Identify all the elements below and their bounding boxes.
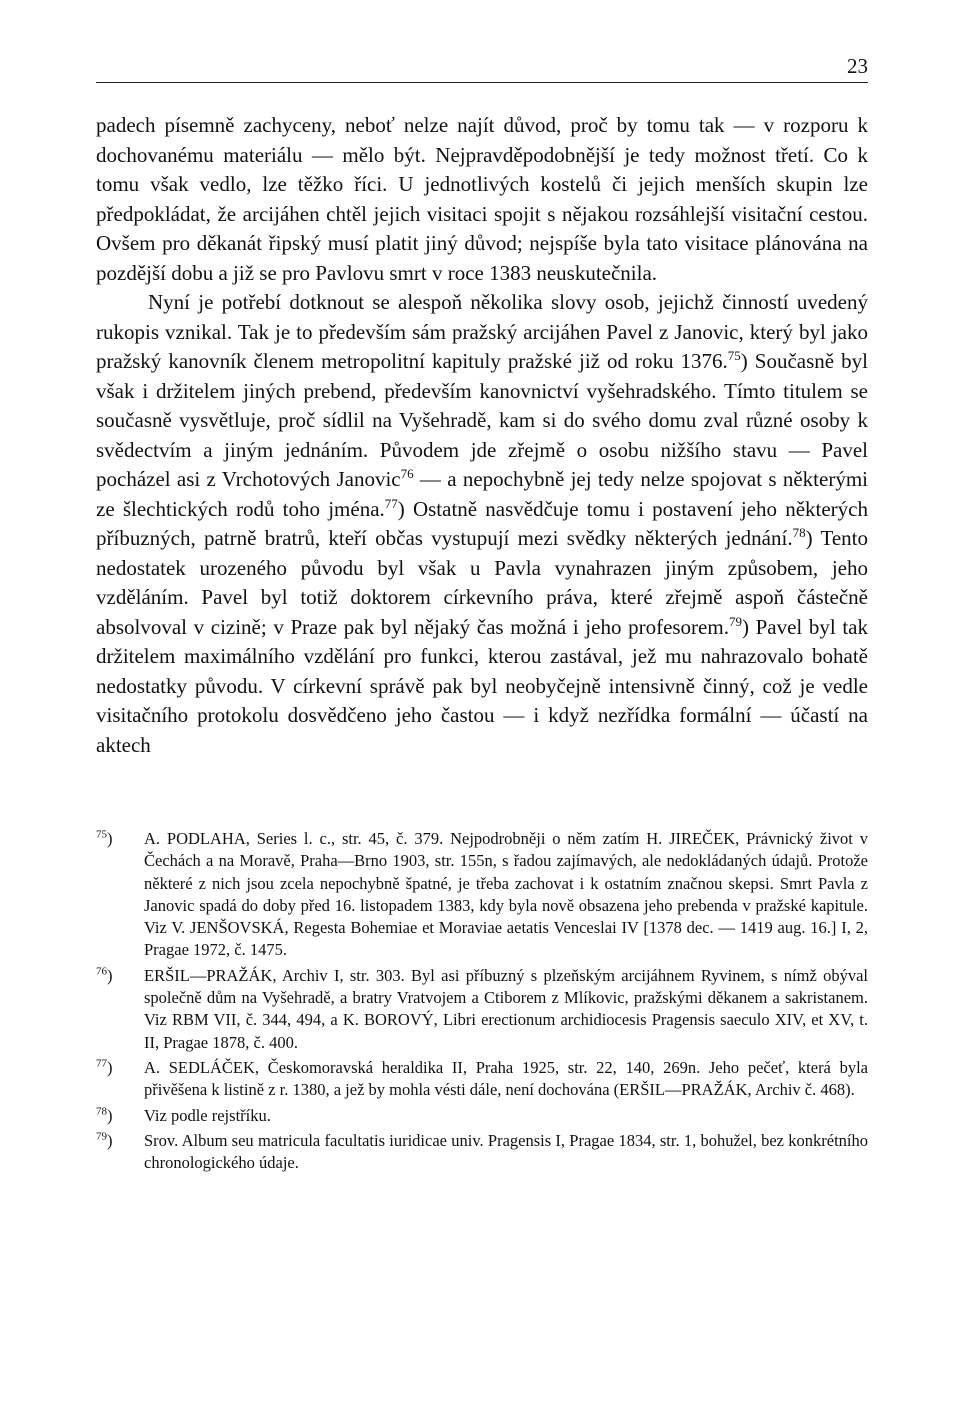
main-text [96, 111, 868, 760]
footnote-marker: $^{77}$) [96, 1057, 113, 1077]
footnote-number: 79 [96, 1130, 107, 1143]
footnote-number: 78 [96, 1105, 107, 1118]
footnote-number: 75 [96, 828, 107, 841]
header-rule [96, 82, 868, 83]
paragraph-2-segment: — a nepochybně jej tedy nelze spojovat s některými ze šlechtických rodů toho jména. [96, 467, 868, 521]
footnote-79 [96, 1130, 868, 1175]
paragraph-2-segment: ) Současně byl však i držitelem jiných prebend, především kanovnictví vyšehradského. Tímto titulem se současně vysvětluje, proč sídlil na Vyšehradě, kam si do svého domu zval různé osoby k svědectvím a jiným jednáním. Původem jde zřejmě o osobu nižšího stavu — Pavel pocházel asi z Vrchotových Janovic [96, 349, 868, 491]
footnotes [96, 828, 868, 1177]
footnote-marker: $^{75}$) [96, 828, 113, 848]
paragraph-2 [96, 288, 868, 760]
footnote-marker: $^{78}$) [96, 1105, 113, 1125]
page-number: 23 [847, 54, 868, 78]
footnote-reference-75: 75 [727, 348, 741, 363]
paragraph-1: padech písemně zachyceny, neboť nelze najít důvod, proč by tomu tak — v rozporu k dochovanému materiálu — mělo být. Nejpravděpodobnější je tedy možnost třetí. Co k tomu však vedlo, lze těžko říci. U jednotlivých kostelů či jejich menších skupin lze předpokládat, že arcijáhen chtěl jejich visitaci spojit s nějakou rozsáhlejší visitační cestou. Ovšem pro děkanát řipský musí platit jiný důvod; nejspíše byla tato visitace plánována na pozdější dobu a již se pro Pavlovu smrt v roce 1383 neuskutečnila. [96, 113, 868, 285]
footnote-number: 76 [96, 965, 107, 978]
footnote-reference-78: 78 [792, 525, 806, 540]
footnote-76 [96, 965, 868, 1054]
footnote-78 [96, 1105, 868, 1127]
footnote-reference-76: 76 [400, 466, 414, 481]
footnote-number: 77 [96, 1057, 107, 1070]
paragraph-2-segment: ) Tento nedostatek urozeného původu byl však u Pavla vynahrazen jiným způsobem, jeho vzděláním. Pavel byl totiž doktorem církevního práva, které zřejmě aspoň částečně absolvoval v cizině; v Praze pak byl nějaký čas možná i jeho profesorem. [96, 526, 868, 639]
footnote-marker: $^{79}$) [96, 1130, 113, 1150]
footnote-reference-79: 79 [728, 613, 742, 629]
paragraph-2-segment: ) Pavel byl tak držitelem maximálního vzdělání pro funkci, kterou zastával, jež mu nahrazovalo bohatě nedostatky původu. V církevní správě pak byl neobyčejně intensivně činný, což je vedle visitačního protokolu dosvědčeno jeho častou — i když nezřídka formální — účastí na aktech [96, 614, 869, 757]
footnote-text: A. SEDLÁČEK, Českomoravská heraldika II, Praha 1925, str. 22, 140, 269n. Jeho pečeť, která byla přivěšena k listině z r. 1380, a jež by mohla vésti dále, není dochována (ERŠIL—PRAŽÁK, Archiv č. 468). [144, 1057, 868, 1100]
footnote-reference-77: 77 [384, 495, 398, 511]
paragraph-2-segment: Nyní je potřebí dotknout se alespoň několika slovy osob, jejichž činností uvedený rukopis vznikal. Tak je to především sám pražský arcijáhen Pavel z Janovic, který byl jako pražský kanovník členem metropolitní kapituly pražské již od roku 1376. [96, 290, 868, 373]
footnote-75 [96, 828, 868, 962]
footnote-text: A. PODLAHA, Series l. c., str. 45, č. 379. Nejpodrobněji o něm zatím H. JIREČEK, Právnický život v Čechách a na Moravě, Praha—Brno 1903, str. 155n, s řadou zajímavých, ale nedokládaných údajů. Protože některé z nich jsou zcela nepochybně špatné, je třeba zachovat i k ostatním značnou skepsi. Smrt Pavla z Janovic spadá do doby před 16. listopadem 1383, kdy byla nově obsazena jeho prebenda v pražské kapitule. Viz V. JENŠOVSKÁ, Regesta Bohemiae et Moraviae aetatis Venceslai IV [1378 dec. — 1419 aug. 16.] I, 2, Pragae 1972, č. 1475. [144, 829, 868, 960]
footnote-77 [96, 1057, 868, 1102]
footnote-text: Viz podle rejstříku. [144, 1105, 271, 1125]
footnote-text: Srov. Album seu matricula facultatis iuridicae univ. Pragensis I, Pragae 1834, str. 1, bohužel, bez konkrétního chronologického údaje. [144, 1130, 868, 1173]
footnote-text: ERŠIL—PRAŽÁK, Archiv I, str. 303. Byl asi příbuzný s plzeňským arcijáhnem Ryvinem, s nímž obýval společně dům na Vyšehradě, a bratry Vratvojem a Ctiborem z Mlíkovic, pražskými děkanem a sakristanem. Viz RBM VII, č. 344, 494, a K. BOROVÝ, Libri erectionum archidiocesis Pragensis saeculo XIV, et XV, t. II, Pragae 1878, č. 400. [144, 965, 868, 1052]
paragraph-2-segment: ) Ostatně nasvědčuje tomu i postavení jeho některých příbuzných, patrně bratrů, kteří občas vystupují mezi svědky některých jednání. [96, 496, 868, 550]
footnote-marker: $^{76}$) [96, 965, 113, 985]
